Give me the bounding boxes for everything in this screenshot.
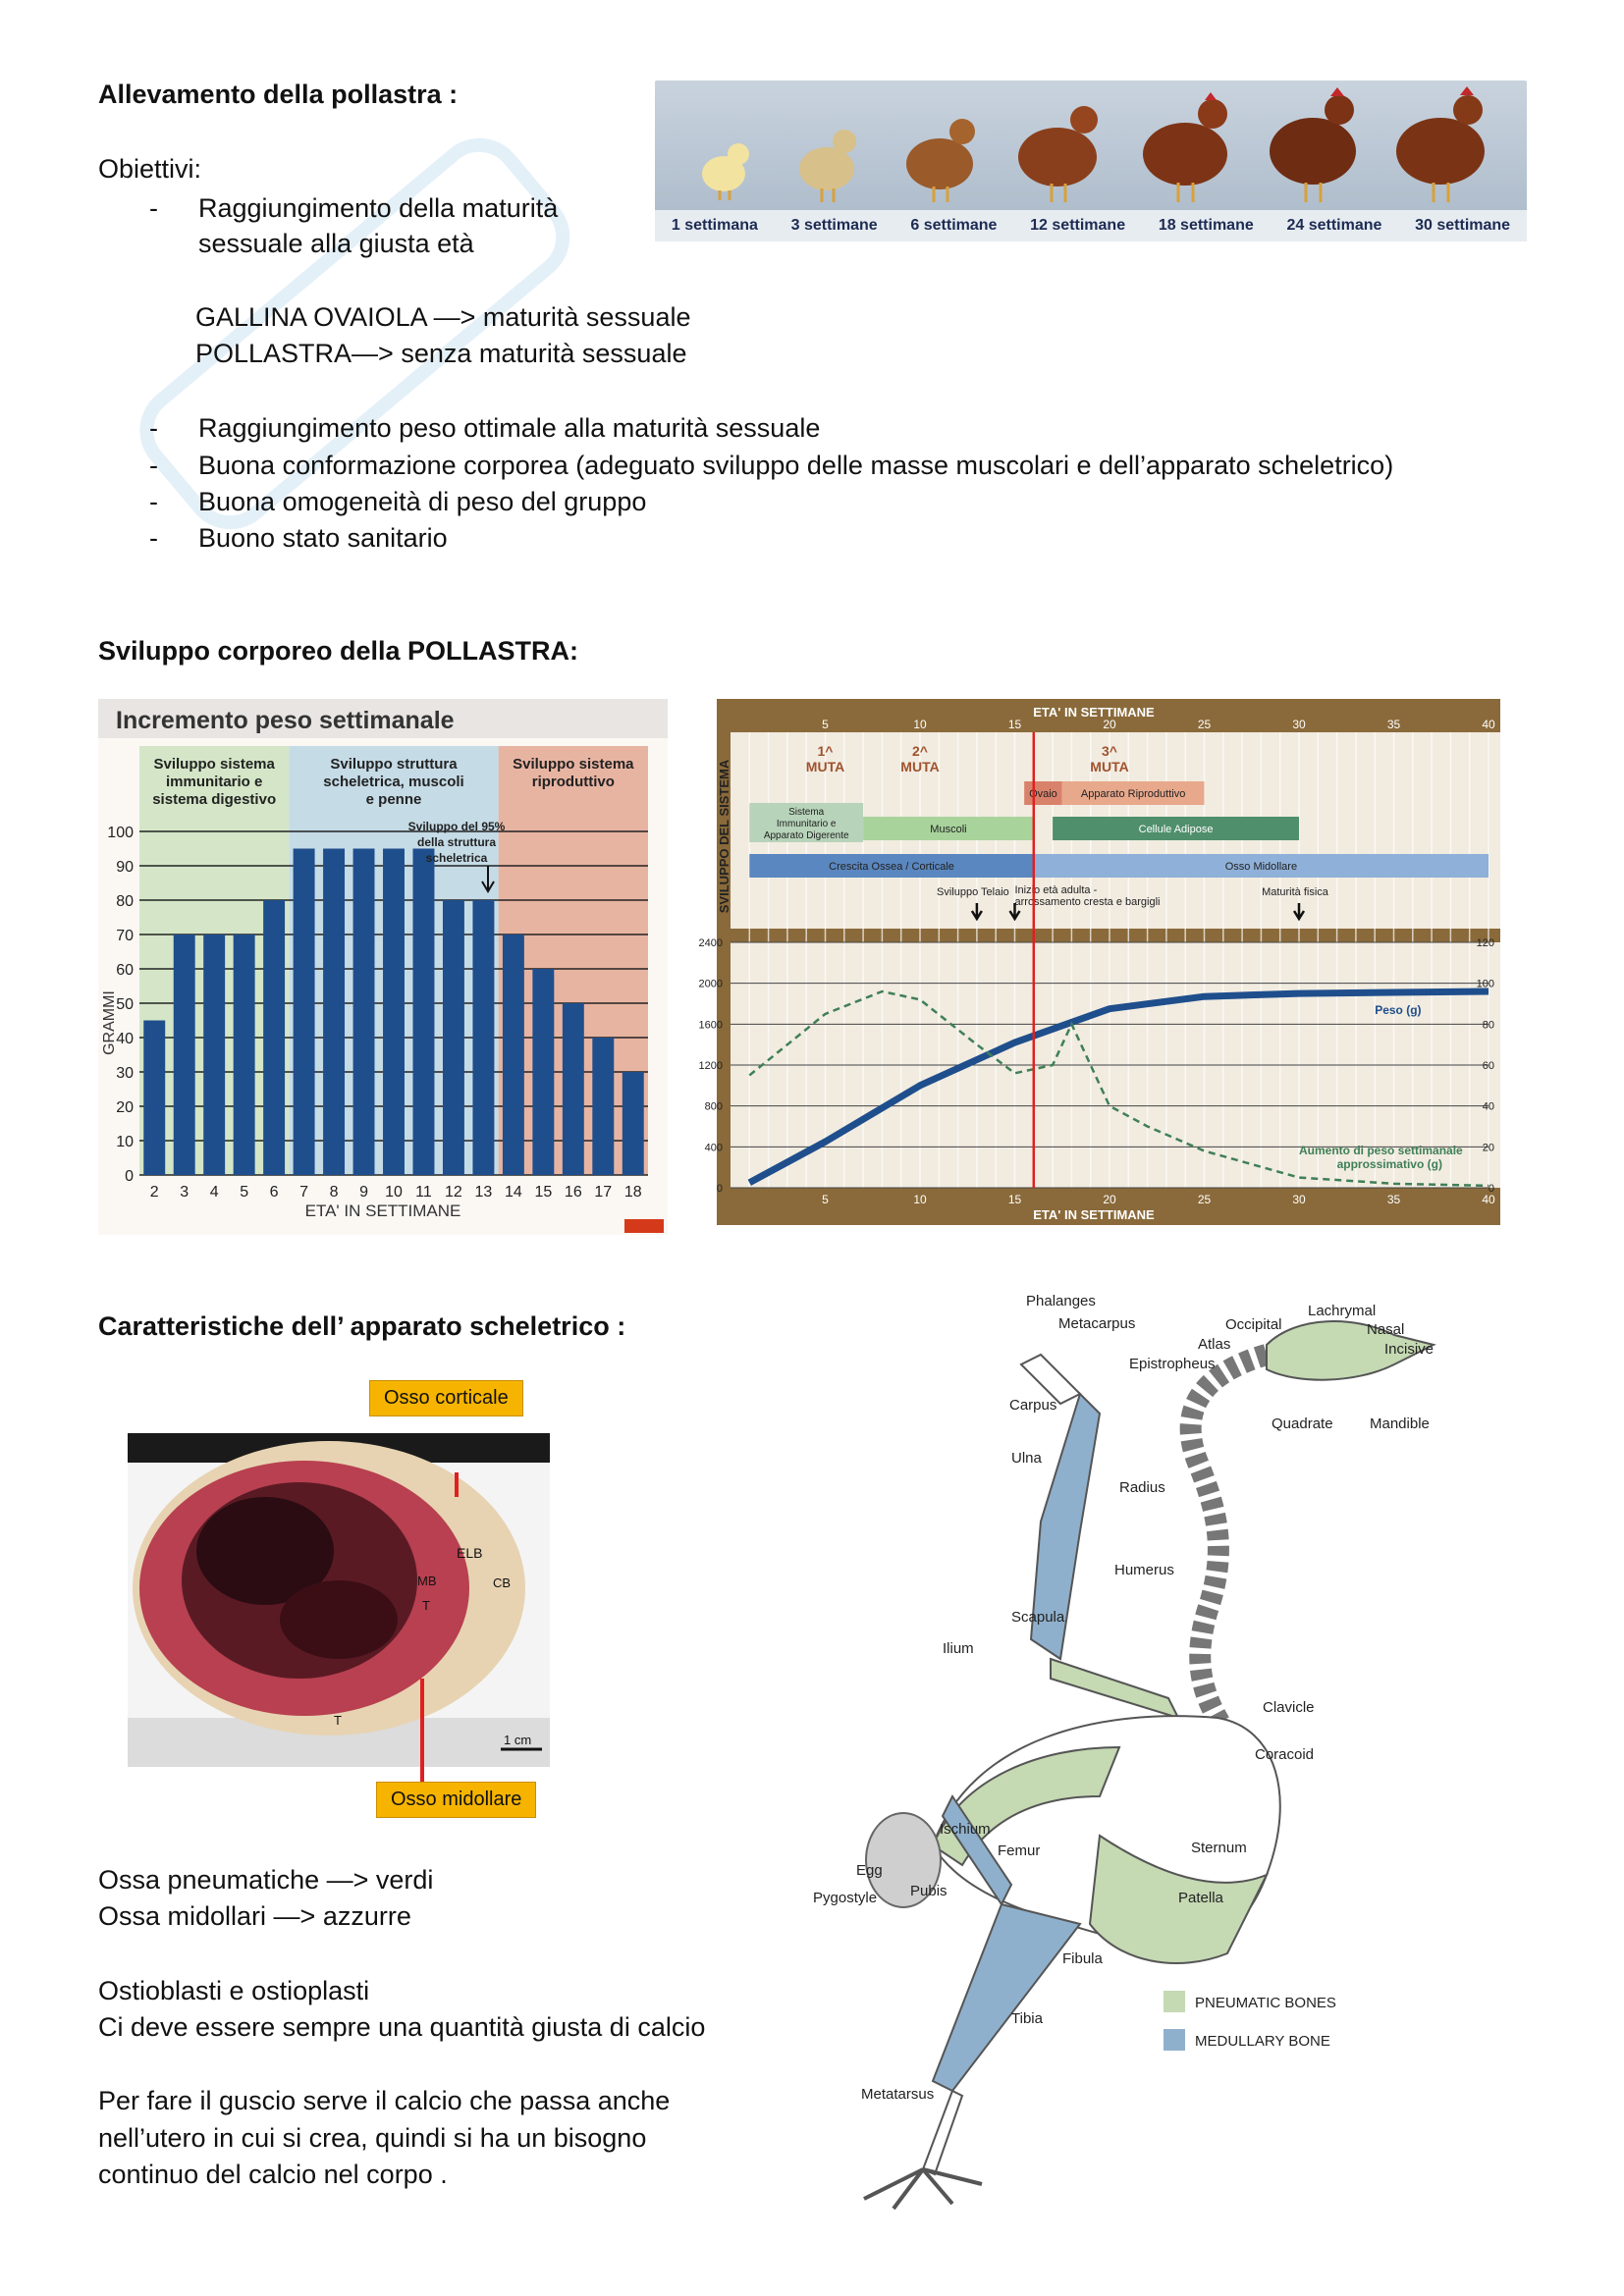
bar xyxy=(532,969,554,1175)
label-elb: ELB xyxy=(457,1545,483,1561)
objective-4: Buona omogeneità di peso del gruppo xyxy=(198,487,647,516)
objective-2: Raggiungimento peso ottimale alla maturità sessuale xyxy=(198,413,821,443)
metatarsus-bone xyxy=(923,2091,962,2174)
bone-cross-section-photo xyxy=(128,1433,550,1767)
y-tick-label: 90 xyxy=(116,859,134,876)
skel-label: Carpus xyxy=(1009,1397,1057,1414)
right-y-tick: 100 xyxy=(1476,978,1494,990)
dash: - xyxy=(149,523,158,553)
bottom-x-tick: 5 xyxy=(822,1193,829,1206)
y-tick-label: 70 xyxy=(116,928,134,944)
y-tick-label: 50 xyxy=(116,996,134,1013)
dash: - xyxy=(149,193,158,223)
bar xyxy=(203,934,225,1175)
bar xyxy=(174,934,195,1175)
phase-label: Sviluppo struttura xyxy=(330,756,458,773)
bar xyxy=(234,934,255,1175)
marker-label: Inizio età adulta - xyxy=(1014,884,1098,896)
note-midollari: Ossa midollari —> azzurre xyxy=(98,1901,411,1931)
objectives-label: Obiettivi: xyxy=(98,154,202,184)
band-label: Apparato Riproduttivo xyxy=(1080,788,1186,800)
skel-label: Humerus xyxy=(1114,1562,1174,1578)
chick-label: 12 settimane xyxy=(1030,217,1126,234)
note-calcio: Ci deve essere sempre una quantità giusta di calcio xyxy=(98,2012,706,2042)
band-label: Sistema xyxy=(788,807,825,818)
x-tick-label: 6 xyxy=(269,1184,279,1201)
top-x-tick: 30 xyxy=(1292,718,1306,731)
bar xyxy=(383,849,405,1176)
x-tick-label: 4 xyxy=(209,1184,219,1201)
chick-1wk xyxy=(702,143,749,200)
left-y-tick: 2400 xyxy=(698,937,723,949)
x-tick-label: 8 xyxy=(329,1184,339,1201)
right-y-tick: 80 xyxy=(1482,1019,1494,1032)
top-x-tick: 15 xyxy=(1007,718,1022,731)
marker-label: Maturità fisica xyxy=(1262,886,1328,898)
label-t: T xyxy=(334,1713,342,1728)
left-y-tick: 0 xyxy=(716,1183,723,1195)
moult-number: 3^ xyxy=(1102,743,1117,759)
bar-chart-title: Incremento peso settimanale xyxy=(116,707,455,734)
skel-label: Patella xyxy=(1178,1890,1223,1906)
x-tick-label: 10 xyxy=(385,1184,403,1201)
y-tick-label: 20 xyxy=(116,1099,134,1116)
marker-label: Sviluppo Telaio xyxy=(937,886,1009,898)
dash: - xyxy=(149,451,158,480)
top-x-tick: 20 xyxy=(1103,718,1116,731)
skel-label: Egg xyxy=(856,1862,883,1879)
x-tick-label: 18 xyxy=(623,1184,642,1201)
top-x-tick: 35 xyxy=(1386,718,1401,731)
y-tick-label: 60 xyxy=(116,962,134,979)
x-tick-label: 13 xyxy=(474,1184,493,1201)
logo-mark xyxy=(624,1219,664,1233)
skel-label: Fibula xyxy=(1062,1950,1103,1967)
line-chart-panel xyxy=(698,699,1500,1225)
bottom-x-tick: 30 xyxy=(1292,1193,1306,1206)
pullet-6wk xyxy=(906,119,975,202)
note-guscio-3: continuo del calcio nel corpo . xyxy=(98,2160,448,2189)
bar-annotation-l1: Sviluppo del 95% xyxy=(407,820,506,833)
toes xyxy=(864,2169,982,2209)
line-bottom-axis-label: ETA' IN SETTIMANE xyxy=(1033,1207,1155,1222)
skel-label: Phalanges xyxy=(1026,1293,1096,1309)
top-x-tick: 10 xyxy=(913,718,927,731)
skel-label: Occipital xyxy=(1225,1316,1282,1333)
legend-medullary: MEDULLARY BONE xyxy=(1195,2033,1330,2050)
moult-number: 2^ xyxy=(912,743,928,759)
bar-chart xyxy=(98,699,668,1235)
chicken-skeleton-diagram xyxy=(805,1286,1492,2218)
line-ylabel: SVILUPPO DEL SISTEMA xyxy=(717,759,731,914)
skel-label: Clavicle xyxy=(1263,1699,1315,1716)
chick-growth-image xyxy=(655,80,1527,241)
bottom-x-tick: 25 xyxy=(1197,1193,1212,1206)
y-tick-label: 10 xyxy=(116,1134,134,1150)
band-label: Cellule Adipose xyxy=(1138,824,1214,835)
note-ostioblasti: Ostioblasti e ostioplasti xyxy=(98,1976,370,2005)
bar xyxy=(143,1021,165,1176)
top-x-tick: 40 xyxy=(1482,718,1495,731)
left-y-tick: 1600 xyxy=(698,1019,723,1032)
skel-label: Metacarpus xyxy=(1058,1315,1136,1332)
chick-label: 30 settimane xyxy=(1415,217,1511,234)
moult-label: MUTA xyxy=(805,759,845,774)
skel-label: Quadrate xyxy=(1272,1415,1333,1432)
y-tick-label: 100 xyxy=(107,825,134,841)
right-y-tick: 0 xyxy=(1488,1183,1494,1195)
chick-label: 18 settimane xyxy=(1158,217,1254,234)
top-x-tick: 25 xyxy=(1197,718,1212,731)
line-top-axis-label: ETA' IN SETTIMANE xyxy=(1033,705,1155,720)
skel-label: Ulna xyxy=(1011,1450,1042,1467)
chick-labels xyxy=(655,210,1527,241)
gain-series-label: Aumento di peso settimanale xyxy=(1299,1144,1463,1157)
phase-label: e penne xyxy=(365,791,422,808)
x-tick-label: 5 xyxy=(240,1184,249,1201)
bar xyxy=(472,900,494,1175)
top-x-tick: 5 xyxy=(822,718,829,731)
x-tick-label: 12 xyxy=(445,1184,462,1201)
bar xyxy=(503,934,524,1175)
skel-label: Tibia xyxy=(1011,2010,1043,2027)
label-cb: CB xyxy=(493,1575,512,1590)
left-y-tick: 400 xyxy=(704,1142,723,1154)
phase-label: scheletrica, muscoli xyxy=(323,774,464,790)
label-t: T xyxy=(422,1598,430,1613)
band-label: Immunitario e xyxy=(776,819,837,829)
bar xyxy=(443,900,464,1175)
x-tick-label: 7 xyxy=(299,1184,309,1201)
objective-3: Buona conformazione corporea (adeguato sviluppo delle masse muscolari e dell’apparato scheletrico) xyxy=(198,451,1394,480)
bar xyxy=(413,849,435,1176)
bottom-x-tick: 20 xyxy=(1103,1193,1116,1206)
bar xyxy=(263,900,285,1175)
development-chart xyxy=(698,699,1500,1225)
band-label: Apparato Digerente xyxy=(763,830,849,841)
bar-chart-ylabel: GRAMMI xyxy=(101,990,118,1055)
bar xyxy=(563,1003,584,1175)
bottom-x-tick: 40 xyxy=(1482,1193,1495,1206)
note-guscio-1: Per fare il guscio serve il calcio che passa anche xyxy=(98,2086,671,2115)
scale-label: 1 cm xyxy=(504,1733,532,1747)
bar xyxy=(353,849,375,1176)
marker-label: arrossamento cresta e bargigli xyxy=(1014,896,1161,908)
band-label: Crescita Ossea / Corticale xyxy=(829,861,954,873)
pullet-12wk xyxy=(1018,106,1098,202)
definition-pollastra: POLLASTRA—> senza maturità sessuale xyxy=(195,339,687,368)
bottom-x-tick: 35 xyxy=(1386,1193,1401,1206)
tag-osso-corticale: Osso corticale xyxy=(369,1380,523,1416)
x-tick-label: 9 xyxy=(359,1184,368,1201)
left-y-tick: 1200 xyxy=(698,1060,723,1072)
band-label: Osso Midollare xyxy=(1224,861,1298,873)
skel-label: Pygostyle xyxy=(813,1890,878,1906)
objective-5: Buono stato sanitario xyxy=(198,523,448,553)
bottom-x-tick: 15 xyxy=(1007,1193,1022,1206)
band-label: Ovaio xyxy=(1029,788,1057,800)
chick-label: 1 settimana xyxy=(671,217,758,234)
skel-label: Pubis xyxy=(910,1883,947,1899)
label-mb: MB xyxy=(417,1574,437,1588)
hen-30wk xyxy=(1396,86,1485,202)
chick-label: 6 settimane xyxy=(910,217,998,234)
skel-label: Scapula xyxy=(1011,1609,1065,1626)
chick-silhouettes xyxy=(655,80,1527,210)
legend-pneumatic: PNEUMATIC BONES xyxy=(1195,1995,1336,2011)
pullet-18wk xyxy=(1143,92,1227,202)
skel-label: Ischium xyxy=(940,1821,991,1838)
legend-swatch-medullary xyxy=(1164,2029,1185,2051)
skel-label: Ilium xyxy=(943,1640,974,1657)
skel-label: Radius xyxy=(1119,1479,1165,1496)
bottom-x-tick: 10 xyxy=(913,1193,927,1206)
objective-1-line2: sessuale alla giusta età xyxy=(198,229,474,258)
skel-label: Mandible xyxy=(1370,1415,1430,1432)
skel-label: Incisive xyxy=(1384,1341,1435,1358)
bar-annotation-l2: della struttura xyxy=(416,835,497,849)
definition-ovaiola: GALLINA OVAIOLA —> maturità sessuale xyxy=(195,302,691,332)
band-label: Muscoli xyxy=(930,824,967,835)
bar xyxy=(592,1038,614,1175)
x-tick-label: 3 xyxy=(180,1184,189,1201)
x-tick-label: 14 xyxy=(504,1184,522,1201)
hen-24wk xyxy=(1270,87,1356,202)
section-title-allevamento: Allevamento della pollastra : xyxy=(98,80,459,109)
left-y-tick: 2000 xyxy=(698,978,723,990)
weight-series-label: Peso (g) xyxy=(1375,1002,1422,1017)
bar xyxy=(623,1072,644,1175)
phase-label: Sviluppo sistema xyxy=(513,756,634,773)
tag-osso-midollare: Osso midollare xyxy=(376,1782,536,1818)
skel-label: Lachrymal xyxy=(1308,1303,1377,1319)
right-y-tick: 60 xyxy=(1482,1060,1494,1072)
chick-label: 24 settimane xyxy=(1286,217,1382,234)
y-tick-label: 0 xyxy=(125,1168,134,1185)
left-y-tick: 800 xyxy=(704,1100,723,1113)
y-tick-label: 40 xyxy=(116,1031,134,1047)
skel-label: Sternum xyxy=(1191,1840,1247,1856)
bar xyxy=(323,849,345,1176)
x-tick-label: 2 xyxy=(149,1184,159,1201)
bar xyxy=(294,849,315,1176)
y-tick-label: 80 xyxy=(116,893,134,910)
y-tick-label: 30 xyxy=(116,1065,134,1082)
skel-label: Metatarsus xyxy=(861,2086,935,2103)
neck-vertebrae xyxy=(1191,1355,1267,1747)
skel-label: Coracoid xyxy=(1255,1746,1315,1763)
moult-label: MUTA xyxy=(900,759,940,774)
bar-chart-panel xyxy=(98,699,668,1235)
moult-label: MUTA xyxy=(1090,759,1129,774)
x-tick-label: 16 xyxy=(564,1184,582,1201)
skel-label: Atlas xyxy=(1198,1336,1231,1353)
bar-chart-xlabel: ETA' IN SETTIMANE xyxy=(304,1201,461,1220)
note-pneumatiche: Ossa pneumatiche —> verdi xyxy=(98,1865,434,1895)
x-tick-label: 11 xyxy=(415,1184,432,1201)
chick-label: 3 settimane xyxy=(790,217,878,234)
bar-annotation-l3: scheletrica xyxy=(425,851,488,865)
phase-label: riproduttivo xyxy=(531,774,615,790)
dash: - xyxy=(149,487,158,516)
legend-swatch-pneumatic xyxy=(1164,1991,1185,2012)
chick-3wk xyxy=(799,130,856,202)
phase-label: sistema digestivo xyxy=(152,791,277,808)
x-tick-label: 15 xyxy=(534,1184,553,1201)
right-y-tick: 120 xyxy=(1476,937,1494,949)
phase-label: immunitario e xyxy=(165,774,263,790)
section-title-scheletrico: Caratteristiche dell’ apparato scheletrico : xyxy=(98,1311,626,1341)
gain-series-label: approssimativo (g) xyxy=(1336,1157,1442,1171)
moult-number: 1^ xyxy=(817,743,834,759)
right-y-tick: 40 xyxy=(1482,1100,1494,1113)
humerus-bone xyxy=(1051,1659,1178,1718)
skel-label: Femur xyxy=(998,1842,1041,1859)
x-tick-label: 17 xyxy=(594,1184,613,1201)
skel-label: Nasal xyxy=(1367,1321,1405,1338)
skel-label: Epistropheus xyxy=(1129,1356,1216,1372)
tibia-bone xyxy=(933,1904,1080,2091)
objective-1-line1: Raggiungimento della maturità xyxy=(198,193,559,223)
right-y-tick: 20 xyxy=(1482,1142,1494,1154)
phase-label: Sviluppo sistema xyxy=(153,756,275,773)
note-guscio-2: nell’utero in cui si crea, quindi si ha un bisogno xyxy=(98,2123,647,2153)
dash: - xyxy=(149,413,158,443)
section-title-sviluppo: Sviluppo corporeo della POLLASTRA: xyxy=(98,636,579,666)
